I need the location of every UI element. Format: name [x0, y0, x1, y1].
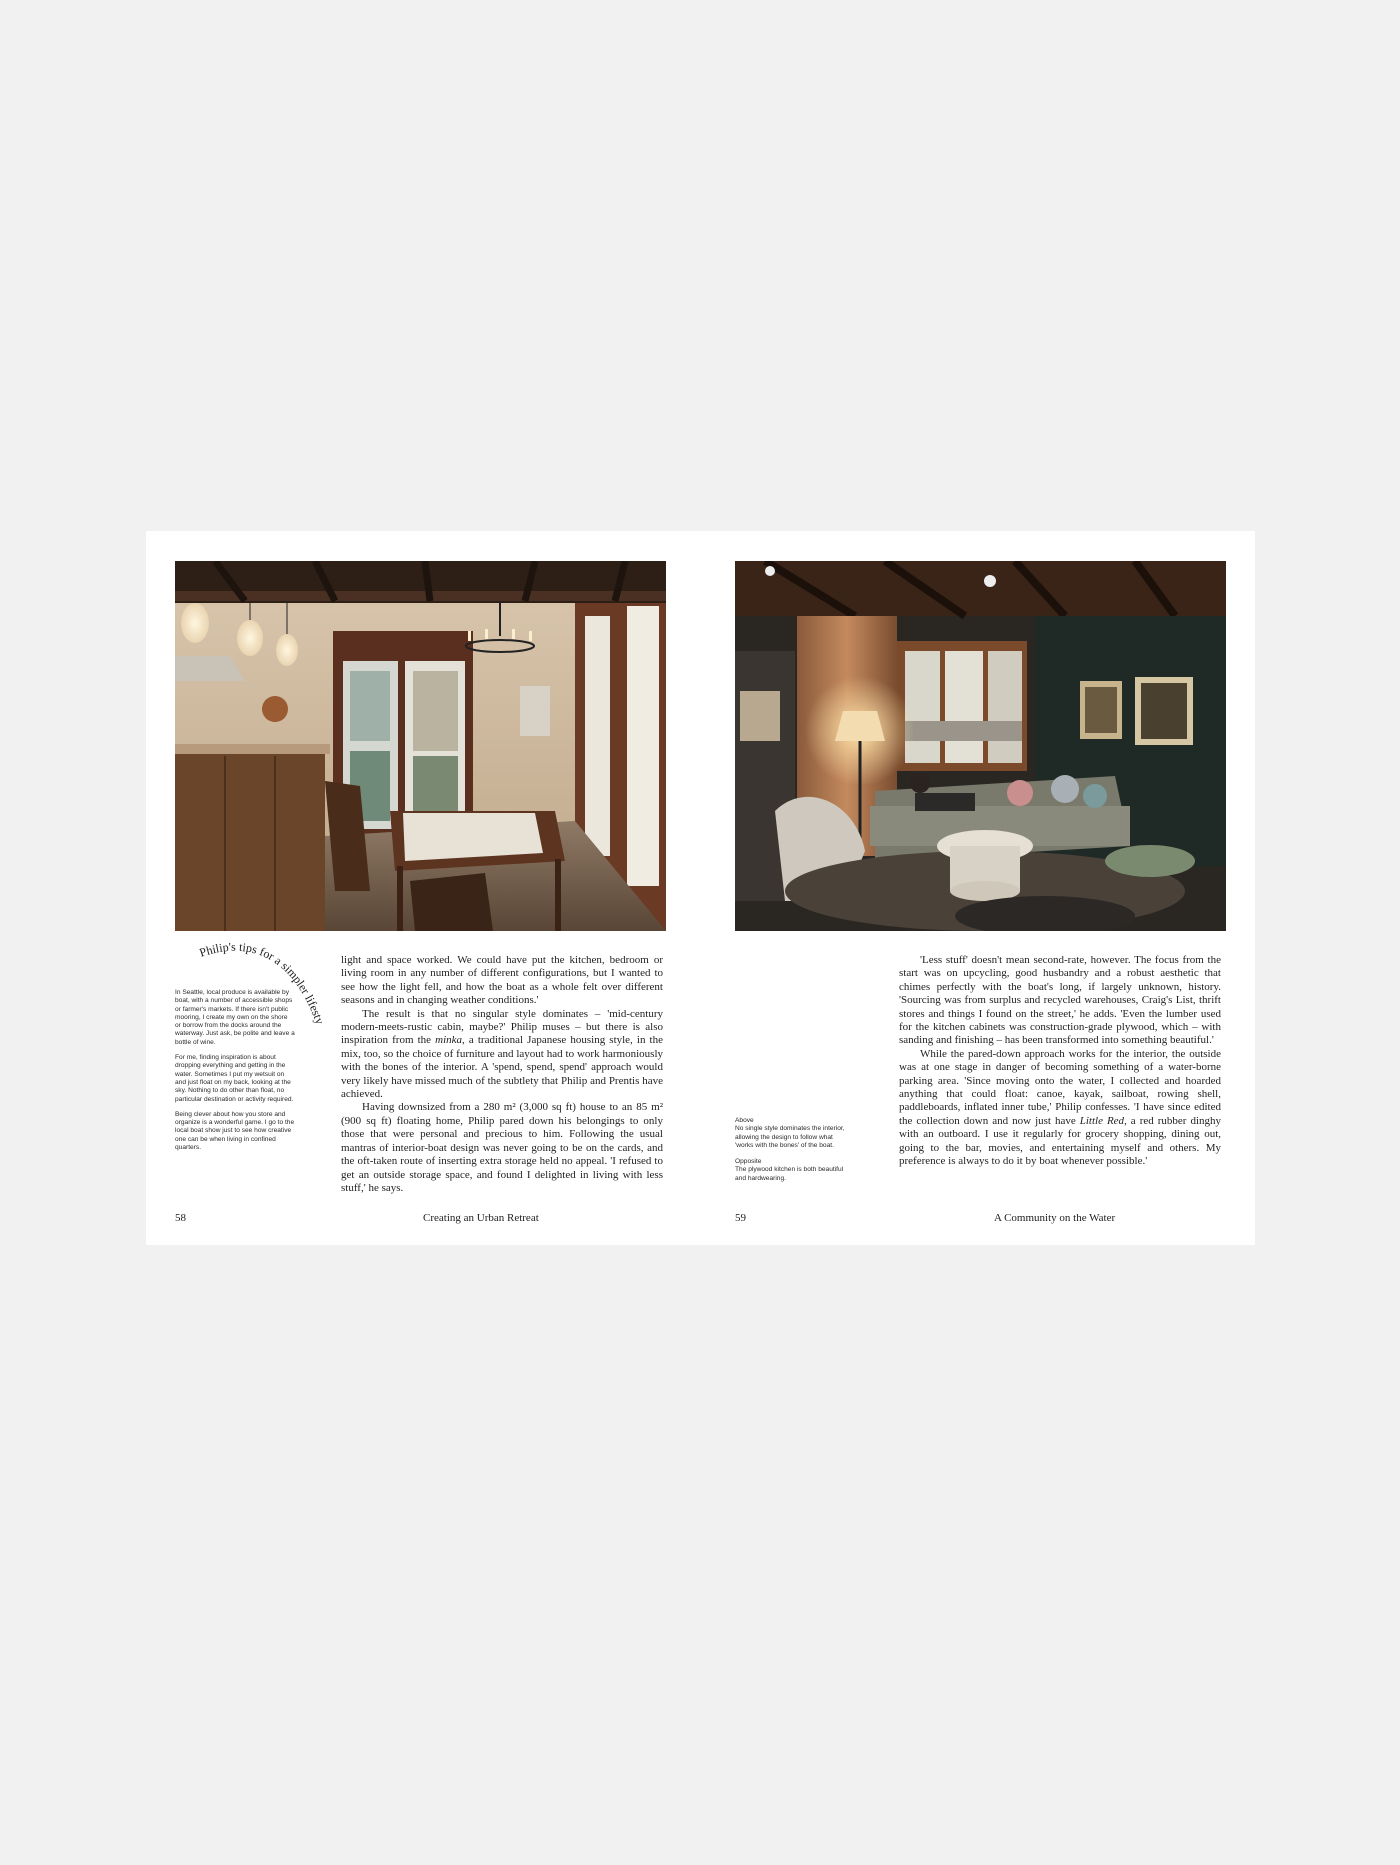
tips-title-text: Philip's tips for a simpler lifestyle — [173, 932, 328, 1027]
caption-label: Opposite — [735, 1158, 762, 1166]
caption-opposite — [735, 1158, 845, 1183]
left-body-text — [341, 954, 663, 1204]
caption-label: Above — [735, 1117, 754, 1124]
tips-sidebar — [175, 989, 295, 1159]
body-paragraph: 'Less stuff' doesn't mean second-rate, however. The focus from the start was on upcycling, good husbandry and a robust aesthetic that chimes perfectly with the boat's long, if largely unknown, history. 'Sourcing was from surplus and recycled warehouses, Craig's List, thrift stores and things I found on the street,' he adds. 'Even the lumber used for the kitchen cabinets was construction-grade plywood, which – with sanding and finishing – has been transformed into something beautiful.' — [899, 954, 1221, 1047]
kitchen-photo-illustration — [175, 561, 666, 931]
tip-paragraph: Being clever about how you store and organize is a wonderful game. I go to the local boat show just to see how creative one can be when living in confined quarters. — [175, 1110, 295, 1152]
body-paragraph: Having downsized from a 280 m² (3,000 sq ft) house to an 85 m² (900 sq ft) floating home, Philip pared down his belongings to only those that were personal and precious to him. Following the usual mantras of interior-boat design was never going to be on the cards, and the oft-taken route of inserting extra storage held no appeal. 'I refused to get an outside storage space, and found I delighted in living with less stuff,' he says. — [341, 1101, 663, 1194]
right-body-text — [899, 954, 1221, 1204]
photo-captions — [735, 1117, 845, 1191]
caption-text: The plywood kitchen is both beautiful and hardwearing. — [735, 1166, 844, 1182]
tip-paragraph: In Seattle, local produce is available by boat, with a number of accessible shops or farmer's markets. If there isn't public mooring, I create my own on the shore or borrow from the docks around the waterway. Just ask, be polite and leave a bottle of wine. — [175, 989, 295, 1046]
body-paragraph: light and space worked. We could have put the kitchen, bedroom or living room in any number of different configurations, but I wanted to see how the light fell, and how the boat as a whole felt over different seasons and in changing weather conditions.' — [341, 954, 663, 1007]
caption-text: No single style dominates the interior, allowing the design to follow what 'works with the bones' of the boat. — [735, 1125, 845, 1149]
body-paragraph: The result is that no singular style dominates – 'mid-century modern-meets-rustic cabin, maybe?' Philip muses – but there is also inspiration from the minka, a traditional Japanese housing style, in the mix, too, so the choice of furniture and layout had to work harmoniously with the bones of the interior. A 'spend, spend, spend' approach would very likely have missed much of the subtlety that Philip and Prentis have achieved. — [341, 1007, 663, 1101]
left-page — [146, 531, 700, 1245]
right-page — [700, 531, 1255, 1245]
running-head: Creating an Urban Retreat — [423, 1212, 539, 1224]
page-number: 59 — [735, 1212, 746, 1224]
body-paragraph: While the pared-down approach works for the interior, the outside was at one stage in danger of becoming something of a water-borne parking area. 'Since moving onto the water, I collected and hoarded anything that could float: canoe, kayak, sailboat, rowing shell, paddleboards, inflated inner tube,' Philip confesses. 'I have since edited the collection down and now just have Little Red, a red rubber dinghy with an outboard. I use it regularly for grocery shopping, dining out, going to the bar, movies, and entertaining myself and others. My preference is always to do it by boat whenever possible.' — [899, 1047, 1221, 1168]
caption-above — [735, 1117, 845, 1150]
book-spread — [146, 531, 1255, 1245]
living-room-photo-illustration — [735, 561, 1226, 931]
running-head: A Community on the Water — [994, 1212, 1116, 1224]
living-room-photo — [735, 561, 1226, 931]
kitchen-dining-photo — [175, 561, 666, 931]
page-number: 58 — [175, 1212, 186, 1224]
tip-paragraph: For me, finding inspiration is about dropping everything and getting in the water. Sometimes I put my wetsuit on and just float on my back, looking at the sky. Nothing to do other than float, no particular destination or activity required. — [175, 1054, 294, 1103]
